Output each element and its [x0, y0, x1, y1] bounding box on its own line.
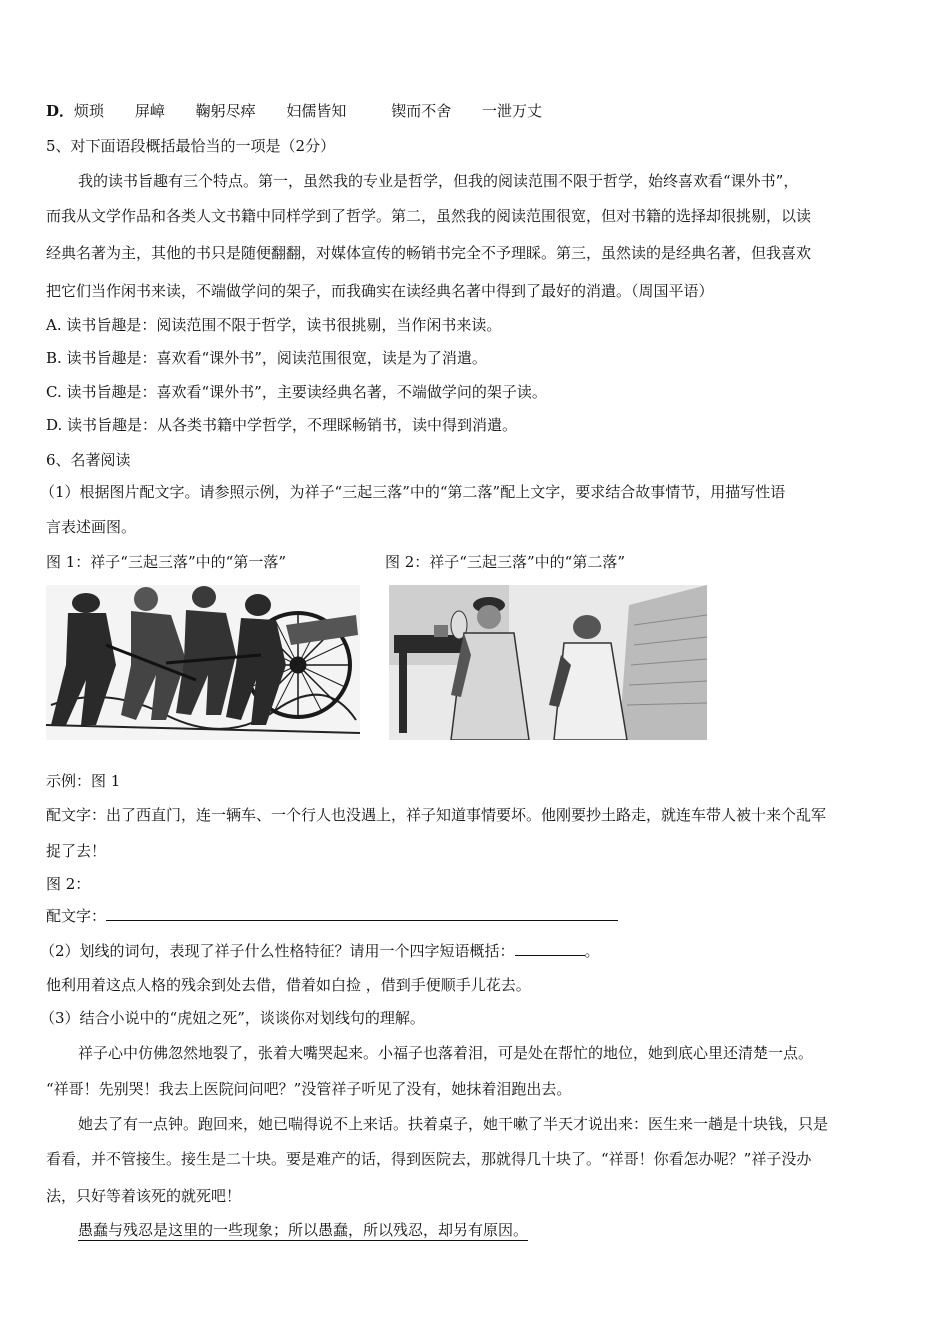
option-d-letter: D．	[46, 102, 75, 120]
q5-passage-line-1: 我的读书旨趣有三个特点。第一，虽然我的专业是哲学，但我的阅读范围不限于哲学，始终喜欢看“课外书”，	[78, 172, 799, 190]
q5-passage-line-4: 把它们当作闲书来读，不端做学问的架子，而我确实在读经典名著中得到了最好的消遣。（周国平语）	[46, 282, 714, 300]
option-d-word-5: 锲而不舍	[391, 102, 452, 120]
underlined-text: 愚蠢与残忍是这里的一些现象；所以愚蠢，所以残忍，却另有原因。	[78, 1221, 529, 1239]
q6-stem: 6、名著阅读	[46, 451, 131, 469]
q5-option-c: C. 读书旨趣是：喜欢看“课外书”，主要读经典名著，不端做学问的架子读。	[46, 383, 547, 401]
option-d-word-2: 屏嶂	[134, 102, 165, 120]
fig1-caption: 图 1：祥子“三起三落”中的“第一落”	[46, 553, 286, 571]
part3-passage-line-2: “祥哥！先别哭！我去上医院问问吧？”没管祥子听见了没有，她抹着泪跑出去。	[46, 1080, 572, 1098]
answer-label: 配文字：	[46, 907, 107, 925]
part2-end: 。	[584, 942, 600, 960]
answer-blank[interactable]	[106, 906, 618, 921]
figure-2-image	[389, 585, 707, 740]
part3-passage-line-3: 她去了有一点钟。跑回来，她已喘得说不上来话。扶着桌子，她干嗽了半天才说出来：医生来一趟是十块钱，只是	[78, 1115, 829, 1133]
part2-blank[interactable]	[515, 941, 585, 956]
part3-passage-line-1: 祥子心中仿佛忽然地裂了，张着大嘴哭起来。小福子也落着泪，可是处在帮忙的地位，她到底心里还清楚一点。	[78, 1044, 814, 1062]
part3-passage-line-4: 看看，并不管接生。接生是二十块。要是难产的话，得到医院去，那就得几十块了。“祥哥！你看怎办呢？”祥子没办	[46, 1150, 812, 1168]
example-text-line-1: 配文字：出了西直门，连一辆车、一个行人也没遇上，祥子知道事情要坏。他刚要抄土路走，就连车带人被十来个乱军	[46, 806, 827, 824]
answer-row	[46, 905, 618, 927]
part3-stem: （3）结合小说中的“虎妞之死”，谈谈你对划线句的理解。	[40, 1009, 425, 1027]
option-d-word-4: 妇儒皆知	[286, 102, 347, 120]
figure-1-image	[46, 585, 360, 740]
option-d-words	[46, 100, 542, 122]
q5-option-a: A. 读书旨趣是：阅读范围不限于哲学，读书很挑剔，当作闲书来读。	[46, 316, 502, 334]
fig2-label: 图 2：	[46, 875, 91, 893]
option-d-word-1: 烦琐	[74, 102, 105, 120]
example-label: 示例：图 1	[46, 772, 121, 790]
part3-passage-line-5: 法，只好等着该死的就死吧！	[46, 1187, 242, 1205]
underlined-sentence	[78, 1219, 528, 1241]
q5-option-b: B. 读书旨趣是：喜欢看“课外书”，阅读范围很宽，读是为了消遣。	[46, 349, 487, 367]
q6-part1-line-1: （1）根据图片配文字。请参照示例，为祥子“三起三落”中的“第二落”配上文字，要求结合故事情节，用描写性语	[40, 483, 786, 501]
q6-part1-line-2: 言表述画图。	[46, 518, 137, 536]
option-d-word-6: 一泄万丈	[482, 102, 543, 120]
q5-passage-line-2: 而我从文学作品和各类人文书籍中同样学到了哲学。第二，虽然我的阅读范围很宽，但对书籍的选择却很挑剔，以读	[46, 207, 812, 225]
q5-stem: 5、对下面语段概括最恰当的一项是（2分）	[46, 137, 336, 155]
fig2-caption: 图 2：祥子“三起三落”中的“第二落”	[385, 553, 625, 571]
q5-option-d: D. 读书旨趣是：从各类书籍中学哲学，不理睬畅销书，读中得到消遣。	[46, 416, 518, 434]
option-d-word-3: 鞠躬尽瘁	[195, 102, 256, 120]
part2-row	[40, 940, 600, 962]
example-text-line-2: 捉了去！	[46, 842, 107, 860]
q5-passage-line-3: 经典名著为主，其他的书只是随便翻翻，对媒体宣传的畅销书完全不予理睬。第三，虽然读的是经典名著，但我喜欢	[46, 244, 812, 262]
part2-quote: 他利用着这点人格的残余到处去借，借着如白捡 ，借到手便顺手儿花去。	[46, 976, 531, 994]
part2-stem: （2）划线的词句，表现了祥子什么性格特征？请用一个四字短语概括：	[40, 942, 515, 960]
